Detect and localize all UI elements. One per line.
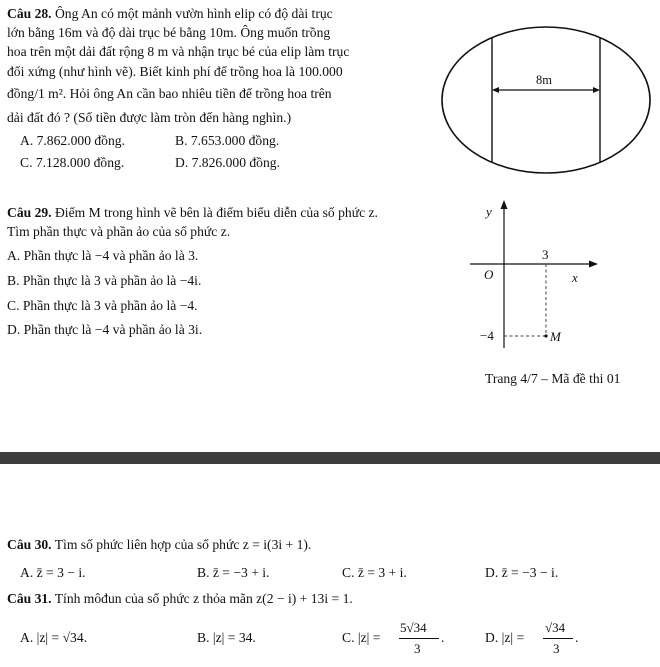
x-axis-arrowhead xyxy=(589,261,598,268)
q31-option-c-period: . xyxy=(441,630,445,645)
q28-option-b[interactable]: B. 7.653.000 đồng. xyxy=(175,133,280,148)
q31-option-a[interactable] xyxy=(20,630,87,646)
q28-line-5: đồng/1 m². Hỏi ông An cần bao nhiêu tiền để trồng hoa trên xyxy=(7,86,332,101)
point-m-label: M xyxy=(550,329,561,344)
q30-option-d[interactable]: D. z̄ = −3 − i. xyxy=(485,565,559,580)
q31-option-a-lhs: |z| = xyxy=(36,630,60,645)
q31-option-b[interactable] xyxy=(197,630,256,646)
q31-line xyxy=(7,591,353,607)
q29-option-b[interactable]: B. Phần thực là 3 và phần ảo là −4i. xyxy=(7,273,202,288)
x-axis-label: x xyxy=(572,270,578,285)
q31-option-c[interactable] xyxy=(342,630,380,646)
q29-line-2: Tìm phần thực và phần ảo của số phức z. xyxy=(7,224,231,239)
q31-option-b-lhs: |z| = xyxy=(212,630,236,645)
q29-option-a[interactable]: A. Phần thực là −4 và phần ảo là 3. xyxy=(7,248,199,263)
y-axis-label: y xyxy=(486,204,492,219)
q31-option-d-denominator: 3 xyxy=(553,641,560,656)
q28-option-a[interactable]: A. 7.862.000 đồng. xyxy=(20,133,125,148)
q28-option-d[interactable]: D. 7.826.000 đồng. xyxy=(175,155,280,170)
q30-option-b[interactable]: B. z̄ = −3 + i. xyxy=(197,565,270,580)
ellipse-figure xyxy=(440,24,652,176)
q29-line-1 xyxy=(7,205,378,221)
x-tick-label: 3 xyxy=(542,247,549,262)
q31-option-d-period: . xyxy=(575,630,579,645)
q31-option-c-lhs: |z| = xyxy=(357,630,381,645)
q28-label: Câu 28. xyxy=(7,6,52,21)
q31-option-a-letter: A. xyxy=(20,630,34,645)
q30-text: Tìm số phức liên hợp của số phức z = i(3i + 1). xyxy=(54,537,312,552)
ellipse-shape xyxy=(442,27,650,173)
page-footer: Trang 4/7 – Mã đề thi 01 xyxy=(485,371,621,386)
q31-option-c-fraction-bar xyxy=(399,638,439,639)
q30-option-c[interactable]: C. z̄ = 3 + i. xyxy=(342,565,407,580)
origin-label: O xyxy=(484,267,494,282)
q31-option-a-value: √34. xyxy=(62,630,88,645)
y-tick-label: −4 xyxy=(480,328,494,343)
q31-option-d-lhs: |z| = xyxy=(501,630,525,645)
q28-text-1: Ông An có một mảnh vườn hình elip có độ dài trục xyxy=(54,6,333,21)
q31-option-d-letter: D. xyxy=(485,630,499,645)
q31-option-c-letter: C. xyxy=(342,630,355,645)
q28-line-4: đối xứng (như hình vẽ). Biết kinh phí để trồng hoa là 100.000 xyxy=(7,64,343,79)
q31-text: Tính môđun của số phức z thỏa mãn z(2 − i) + 13i = 1. xyxy=(54,591,353,606)
q31-option-d-numerator: √34 xyxy=(545,620,566,635)
q30-option-a[interactable]: A. z̄ = 3 − i. xyxy=(20,565,86,580)
q31-option-c-numerator: 5√34 xyxy=(400,620,427,635)
y-axis-arrowhead xyxy=(501,200,508,209)
q30-label: Câu 30. xyxy=(7,537,52,552)
q28-option-c[interactable]: C. 7.128.000 đồng. xyxy=(20,155,125,170)
q28-line-6: dải đất đó ? (Số tiền được làm tròn đến hàng nghìn.) xyxy=(7,110,292,125)
q28-line-3: hoa trên một dải đất rộng 8 m và nhận trục bé của elip làm trục xyxy=(7,44,350,59)
q31-option-d[interactable] xyxy=(485,630,524,646)
q31-option-b-letter: B. xyxy=(197,630,210,645)
q29-label: Câu 29. xyxy=(7,205,52,220)
q28-line-1 xyxy=(7,6,333,22)
q31-label: Câu 31. xyxy=(7,591,52,606)
complex-plane-figure xyxy=(470,198,600,358)
q30-line xyxy=(7,537,311,553)
q29-option-d[interactable]: D. Phần thực là −4 và phần ảo là 3i. xyxy=(7,322,203,337)
q29-text-1: Điểm M trong hình vẽ bên là điểm biểu diễn của số phức z. xyxy=(54,205,378,220)
q31-option-b-value: 34. xyxy=(238,630,256,645)
page-divider xyxy=(0,452,660,464)
strip-width-label: 8m xyxy=(536,73,552,87)
arrowhead-left xyxy=(492,87,499,93)
point-m-marker xyxy=(544,334,547,337)
q29-option-c[interactable]: C. Phần thực là 3 và phần ảo là −4. xyxy=(7,298,198,313)
q31-option-d-fraction-bar xyxy=(543,638,573,639)
q28-line-2: lớn bằng 16m và độ dài trục bé bằng 10m. Ông muốn trồng xyxy=(7,25,331,40)
q31-option-c-denominator: 3 xyxy=(414,641,421,656)
arrowhead-right xyxy=(593,87,600,93)
